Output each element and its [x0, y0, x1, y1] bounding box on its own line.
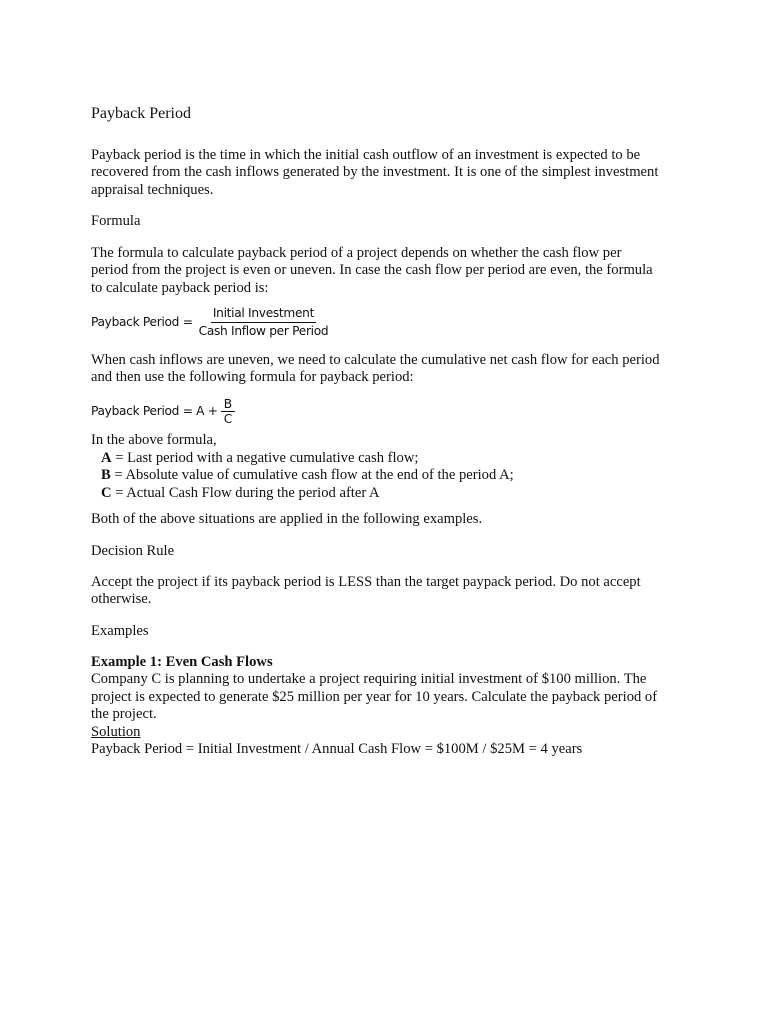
intro-line: appraisal techniques.	[91, 181, 214, 198]
example-1-line: project is expected to generate $25 million per year for 10 years. Calculate the payback period of	[91, 688, 658, 705]
solution-label: Solution	[91, 723, 141, 740]
intro-line: recovered from the cash inflows generated by the investment. It is one of the simplest investment	[91, 164, 659, 181]
formula-uneven-numerator: B	[221, 397, 235, 412]
formula-intro-line: period from the project is even or uneven. In case the cash flow per period are even, the formula	[91, 262, 653, 279]
formula-uneven	[91, 397, 235, 426]
examples-heading: Examples	[91, 623, 149, 639]
decision-line: otherwise.	[91, 591, 152, 608]
definition-item	[101, 485, 514, 502]
definition-text: = Last period with a negative cumulative cash flow;	[111, 450, 419, 466]
formula-intro-line: The formula to calculate payback period of a project depends on whether the cash flow per	[91, 245, 622, 261]
formula-uneven-fraction	[221, 397, 235, 426]
definition-text: = Absolute value of cumulative cash flow at the end of the period A;	[110, 467, 514, 484]
above-formula-label: In the above formula,	[91, 432, 217, 448]
formula-uneven-denominator: C	[223, 412, 232, 426]
formula-even-fraction	[197, 306, 331, 339]
uneven-intro-line: When cash inflows are uneven, we need to calculate the cumulative net cash flow for each period	[91, 352, 660, 368]
definition-text: = Actual Cash Flow during the period after A	[111, 484, 380, 501]
definition-term: C	[101, 484, 112, 501]
formula-uneven-lhs: Payback Period = A +	[91, 403, 218, 418]
definition-list	[101, 450, 514, 502]
formula-even-denominator: Cash Inflow per Period	[198, 324, 329, 338]
solution-text: Payback Period = Initial Investment / Annual Cash Flow = $100M / $25M = 4 years	[91, 741, 583, 758]
formula-heading: Formula	[91, 213, 141, 229]
definition-item	[101, 467, 514, 484]
intro-paragraph	[91, 147, 689, 199]
decision-rule-paragraph	[91, 574, 689, 609]
applied-note: Both of the above situations are applied in the following examples.	[91, 511, 483, 527]
formula-intro-paragraph	[91, 245, 689, 297]
formula-intro-line: to calculate payback period is:	[91, 279, 269, 296]
definition-term: B	[101, 467, 111, 484]
definition-item	[101, 450, 514, 467]
formula-even-lhs: Payback Period =	[91, 314, 193, 329]
intro-line: Payback period is the time in which the initial cash outflow of an investment is expected to be	[91, 147, 641, 163]
definition-term: A	[101, 450, 112, 466]
example-1-heading: Example 1: Even Cash Flows	[91, 654, 273, 670]
decision-rule-heading: Decision Rule	[91, 543, 175, 559]
example-1	[91, 654, 689, 758]
document-title: Payback Period	[91, 105, 191, 122]
uneven-intro-paragraph	[91, 352, 689, 387]
formula-even-numerator: Initial Investment	[211, 306, 316, 323]
decision-line: Accept the project if its payback period is LESS than the target paypack period. Do not accept	[91, 574, 641, 590]
example-1-line: Company C is planning to undertake a project requiring initial investment of $100 million. The	[91, 671, 647, 688]
example-1-line: the project.	[91, 706, 157, 723]
formula-even	[91, 306, 330, 339]
uneven-intro-line: and then use the following formula for payback period:	[91, 369, 414, 386]
